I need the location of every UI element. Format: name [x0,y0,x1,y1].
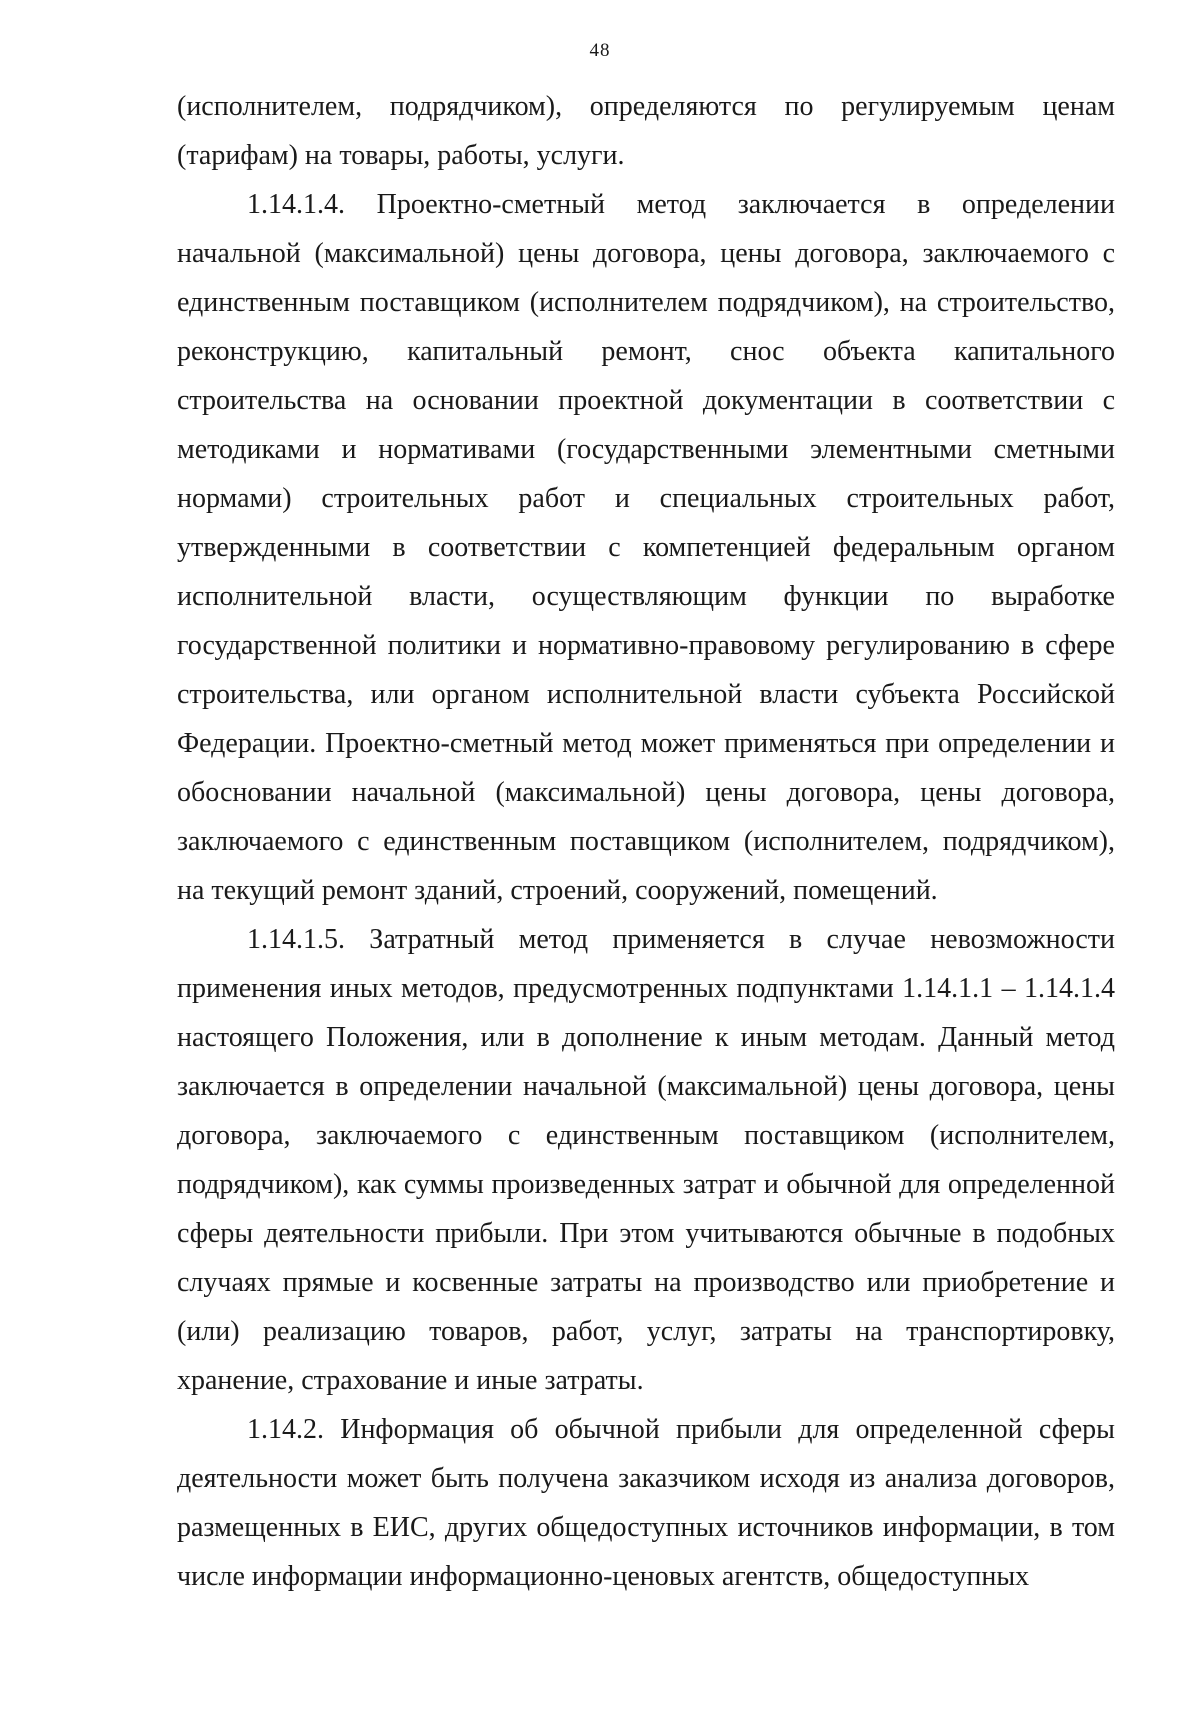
paragraph-continuation: (исполнителем, подрядчиком), определяются по регулируемым ценам (тарифам) на товары, работы, услуги. [177,91,1115,171]
document-body [177,82,1115,1601]
page-number: 48 [589,40,611,61]
paragraph-1-14-1-5: 1.14.1.5. Затратный метод применяется в случае невозможности применения иных методов, предусмотренных подпунктами 1.14.1.1 – 1.14.1.4 настоящего Положения, или в дополнение к иным методам. Данный метод заключается в определении начальной (максимальной) цены договора, цены договора, заключаемого с единственным поставщиком (исполнителем, подрядчиком), как суммы произведенных затрат и обычной для определенной сферы деятельности прибыли. При этом учитываются обычные в подобных случаях прямые и косвенные затраты на производство или приобретение и (или) реализацию товаров, работ, услуг, затраты на транспортировку, хранение, страхование и иные затраты. [177,924,1115,1396]
paragraph-1-14-1-4: 1.14.1.4. Проектно-сметный метод заключается в определении начальной (максимальной) цены договора, цены договора, заключаемого с единственным поставщиком (исполнителем подрядчиком), на строительство, реконструкцию, капитальный ремонт, снос объекта капитального строительства на основании проектной документации в соответствии с методиками и нормативами (государственными элементными сметными нормами) строительных работ и специальных строительных работ, утвержденными в соответствии с компетенцией федеральным органом исполнительной власти, осуществляющим функции по выработке государственной политики и нормативно-правовому регулированию в сфере строительства, или органом исполнительной власти субъекта Российской Федерации. Проектно-сметный метод может применяться при определении и обосновании начальной (максимальной) цены договора, цены договора, заключаемого с единственным поставщиком (исполнителем, подрядчиком), на текущий ремонт зданий, строений, сооружений, помещений. [177,189,1115,906]
paragraph-1-14-2: 1.14.2. Информация об обычной прибыли для определенной сферы деятельности может быть получена заказчиком исходя из анализа договоров, размещенных в ЕИС, других общедоступных источников информации, в том числе информации информационно-ценовых агентств, общедоступных [177,1414,1115,1592]
